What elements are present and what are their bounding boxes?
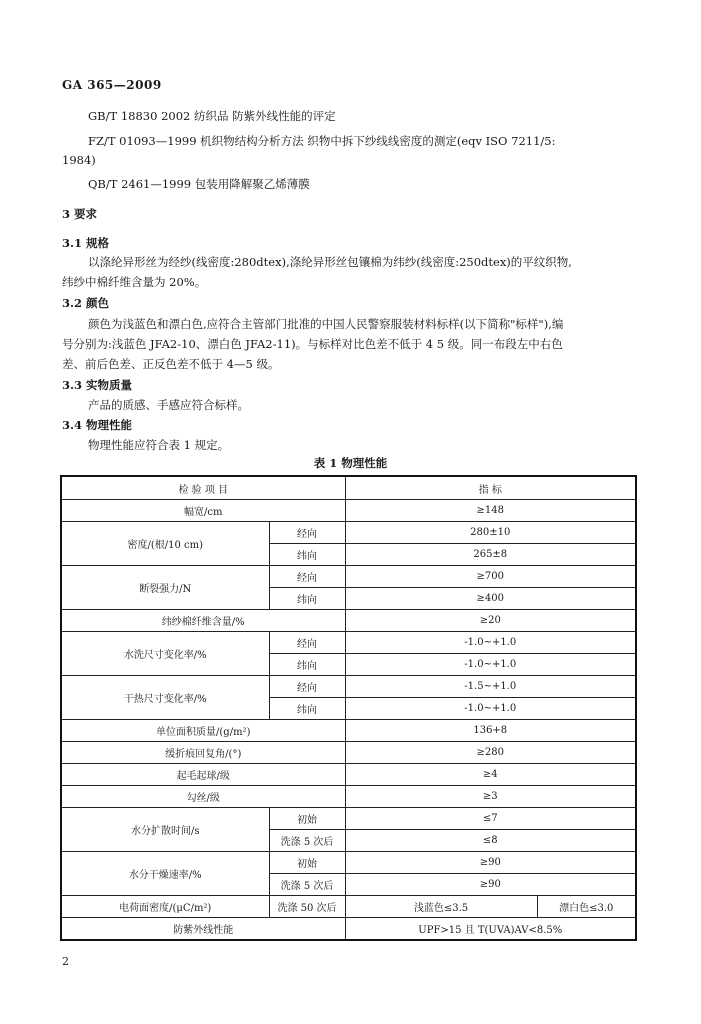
table-row [61,918,636,941]
sub-label-weft: 纬向 [269,698,345,720]
row-label-mass: 单位面积质量/(g/m²) [61,720,345,742]
sub-label-weft: 纬向 [269,544,345,566]
section-3-2-heading: 3.2 颜色 [62,296,110,310]
table-row [61,720,636,742]
reference-qb2461: QB/T 2461—1999 包装用降解聚乙烯薄膜 [88,177,310,191]
row-label-drying-rate: 水分干燥速率/% [61,852,269,896]
table-row [61,500,636,522]
row-value-charge-blue: 浅蓝色≤3.5 [345,896,537,918]
section-3-1-line-1: 以涤纶异形丝为经纱(线密度:280dtex),涤纶异形丝包镶棉为纬纱(线密度:250dtex)的平纹织物, [88,255,572,269]
table-row [61,522,636,544]
reference-fz01093-cont: 1984) [62,153,96,167]
section-3-2-line-1: 颜色为浅蓝色和漂白色,应符合主管部门批准的中国人民警察服装材料标样(以下简称"标样"),编 [88,317,564,331]
row-value-wash-warp: -1.0~+1.0 [345,632,636,654]
row-label-pilling: 起毛起球/级 [61,764,345,786]
row-value-strength-warp: ≥700 [345,566,636,588]
table-row [61,786,636,808]
row-value-crease: ≥280 [345,742,636,764]
row-value-dry-heat-warp: -1.5~+1.0 [345,676,636,698]
table-row [61,742,636,764]
sub-label-warp: 经向 [269,632,345,654]
row-value-mass: 136+8 [345,720,636,742]
table-header-row [61,476,636,500]
table-caption: 表 1 物理性能 [313,456,388,470]
reference-gb18830: GB/T 18830 2002 纺织品 防紫外线性能的评定 [88,109,336,123]
sub-label-weft: 纬向 [269,588,345,610]
row-value-uv: UPF>15 且 T(UVA)AV<8.5% [345,918,636,941]
sub-label-warp: 经向 [269,566,345,588]
section-3-2-line-2: 号分别为:浅蓝色 JFA2-10、漂白色 JFA2-11)。与标样对比色差不低于 4 5 级。同一布段左中右色 [62,337,563,351]
row-label-charge: 电荷面密度/(μC/m²) [61,896,269,918]
table-row [61,896,636,918]
page-number: 2 [62,955,69,968]
row-label-snagging: 勾丝/级 [61,786,345,808]
sub-label-after-5-washes: 洗涤 5 次后 [269,830,345,852]
section-3-3-heading: 3.3 实物质量 [62,378,133,392]
sub-label-initial: 初始 [269,808,345,830]
row-label-crease: 缓折痕回复角/(°) [61,742,345,764]
document-header: GA 365—2009 [62,78,162,92]
sub-label-after-5-washes: 洗涤 5 次后 [269,874,345,896]
sub-label-warp: 经向 [269,676,345,698]
sub-label-warp: 经向 [269,522,345,544]
row-label-dry-heat: 干热尺寸变化率/% [61,676,269,720]
reference-fz01093: FZ/T 01093—1999 机织物结构分析方法 织物中拆下纱线线密度的测定(eqv ISO 7211/5: [88,134,556,148]
table-row [61,676,636,698]
row-value-charge-white: 漂白色≤3.0 [537,896,636,918]
row-label-strength: 断裂强力/N [61,566,269,610]
table-row [61,764,636,786]
row-value-snagging: ≥3 [345,786,636,808]
table-row [61,808,636,830]
table-row [61,852,636,874]
row-label-cotton: 纬纱棉纤维含量/% [61,610,345,632]
table-row [61,566,636,588]
row-value-width: ≥148 [345,500,636,522]
header-item: 检 验 项 目 [61,476,345,500]
section-3-1-heading: 3.1 规格 [62,236,110,250]
row-value-wash-weft: -1.0~+1.0 [345,654,636,676]
row-value-density-warp: 280±10 [345,522,636,544]
row-value-cotton: ≥20 [345,610,636,632]
section-3-2-line-3: 差、前后色差、正反色差不低于 4—5 级。 [62,357,280,371]
row-label-wash: 水洗尺寸变化率/% [61,632,269,676]
section-3-4-line: 物理性能应符合表 1 规定。 [88,438,230,452]
section-3-4-heading: 3.4 物理性能 [62,418,133,432]
row-value-strength-weft: ≥400 [345,588,636,610]
sub-label-weft: 纬向 [269,654,345,676]
row-value-pilling: ≥4 [345,764,636,786]
row-value-drying-rate-initial: ≥90 [345,852,636,874]
physical-properties-table [60,475,637,941]
header-index: 指 标 [345,476,636,500]
row-label-wicking: 水分扩散时间/s [61,808,269,852]
row-label-uv: 防紫外线性能 [61,918,345,941]
section-3-heading: 3 要求 [62,207,98,221]
row-label-density: 密度/(根/10 cm) [61,522,269,566]
sub-label-after-50-washes: 洗涤 50 次后 [269,896,345,918]
row-value-wicking-after: ≤8 [345,830,636,852]
section-3-3-line: 产品的质感、手感应符合标样。 [88,398,249,412]
section-3-1-line-2: 纬纱中棉纤维含量为 20%。 [62,275,207,289]
row-value-wicking-initial: ≤7 [345,808,636,830]
table-row [61,610,636,632]
row-label-width: 幅宽/cm [61,500,345,522]
row-value-dry-heat-weft: -1.0~+1.0 [345,698,636,720]
row-value-drying-rate-after: ≥90 [345,874,636,896]
sub-label-initial: 初始 [269,852,345,874]
table-row [61,632,636,654]
row-value-density-weft: 265±8 [345,544,636,566]
